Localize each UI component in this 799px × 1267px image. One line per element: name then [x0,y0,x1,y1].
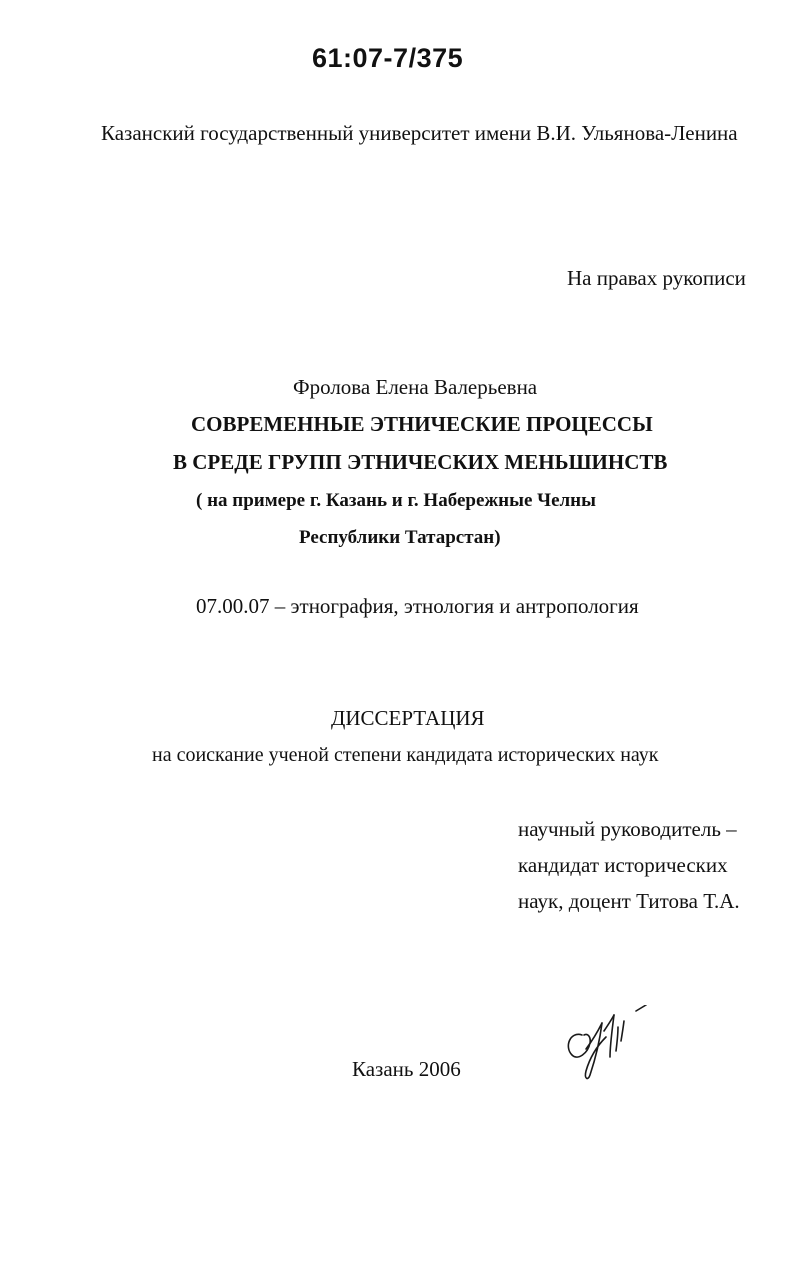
advisor-line-1: научный руководитель – [518,817,737,841]
university-name: Казанский государственный университет имени В.И. Ульянова-Ленина [101,121,738,145]
manuscript-note: На правах рукописи [567,266,746,290]
title-line-3: ( на примере г. Казань и г. Набережные Челны [196,490,596,511]
author-name: Фролова Елена Валерьевна [293,375,538,399]
degree-statement: на соискание ученой степени кандидата исторических наук [152,744,659,766]
city-and-year: Казань 2006 [352,1057,461,1081]
title-line-1: СОВРЕМЕННЫЕ ЭТНИЧЕСКИЕ ПРОЦЕССЫ [191,412,653,436]
title-line-2: В СРЕДЕ ГРУПП ЭТНИЧЕСКИХ МЕНЬШИНСТВ [173,450,668,474]
advisor-line-2: кандидат исторических [518,853,728,877]
advisor-line-3: наук, доцент Титова Т.А. [518,889,740,913]
archive-code: 61:07-7/375 [312,43,464,73]
document-type: ДИССЕРТАЦИЯ [331,706,485,730]
title-line-4: Республики Татарстан) [299,527,501,548]
specialty-code: 07.00.07 – этнография, этнология и антропология [196,594,639,618]
signature-icon [560,1005,655,1085]
